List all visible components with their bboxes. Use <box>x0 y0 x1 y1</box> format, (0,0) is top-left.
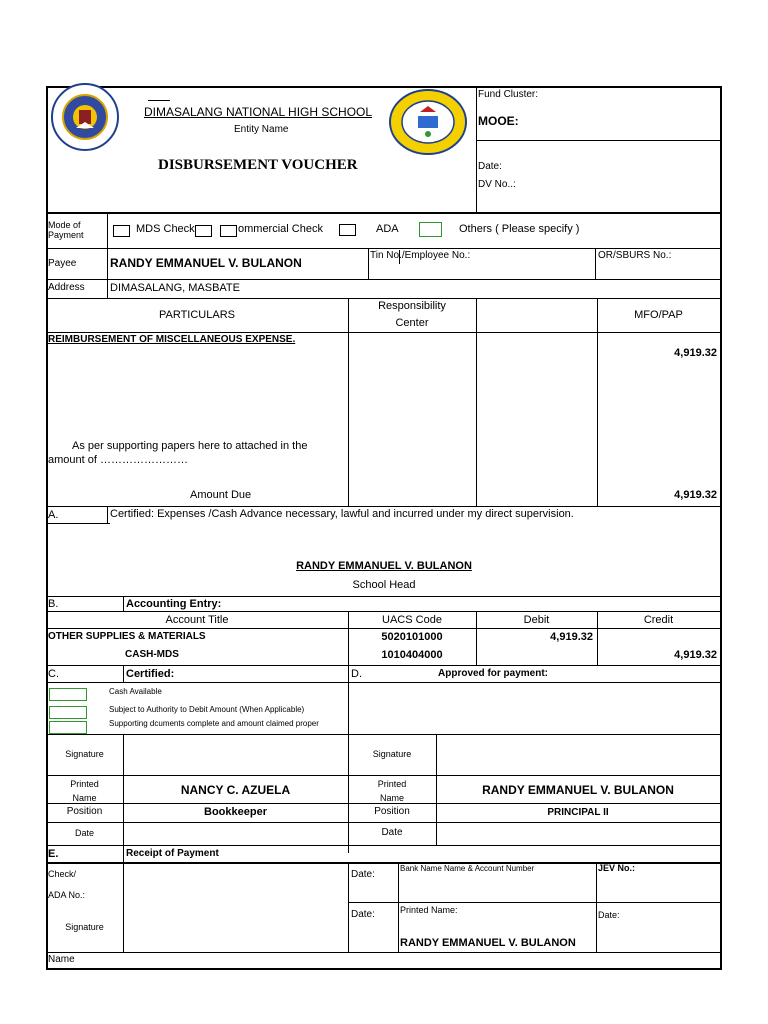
commercial-check-label: ommercial Check <box>238 223 323 235</box>
deped-seal <box>50 82 120 152</box>
c-position-label: Position <box>66 806 103 817</box>
mds-check-label: MDS Check <box>136 223 195 235</box>
payee-value[interactable]: RANDY EMMANUEL V. BULANON <box>110 256 302 270</box>
supporting-docs-checkbox[interactable] <box>49 721 87 734</box>
col-mfo-pap: MFO/PAP <box>634 309 683 321</box>
c-printed-label: Printed <box>70 779 99 789</box>
section-d-title: Approved for payment: <box>438 668 549 679</box>
school-seal <box>388 88 468 156</box>
commercial-check-box-2[interactable] <box>220 225 237 237</box>
section-a-position: School Head <box>352 579 416 591</box>
header-account-title: Account Title <box>165 614 229 626</box>
check-label-2: ADA No.: <box>48 890 86 900</box>
e-printed-name[interactable]: RANDY EMMANUEL V. BULANON <box>400 937 576 949</box>
fund-cluster-label: Fund Cluster: <box>478 89 539 100</box>
voucher-title: DISBURSEMENT VOUCHER <box>158 157 358 173</box>
address-label: Address <box>48 282 85 293</box>
ada-box[interactable] <box>339 224 356 236</box>
particulars-description: REIMBURSEMENT OF MISCELLANEOUS EXPENSE. <box>48 334 296 345</box>
tin-label: Tin No./Employee No.: <box>370 250 471 261</box>
authority-to-debit-label: Subject to Authority to Debit Amount (When Applicable) <box>109 705 305 714</box>
uacs-code: 5020101000 <box>381 631 443 643</box>
header-debit: Debit <box>523 614 550 626</box>
e-date-label-3: Date: <box>598 910 620 920</box>
or-sburs-label: OR/SBURS No.: <box>598 250 672 261</box>
e-signature-label: Signature <box>65 922 104 932</box>
supporting-line-2: amount of …………………… <box>48 454 188 466</box>
col-responsibility: Responsibility <box>378 300 446 312</box>
supporting-line-1: As per supporting papers here to attached in the <box>72 440 308 452</box>
section-a-letter: A. <box>48 509 59 521</box>
cash-available-label: Cash Available <box>109 687 162 696</box>
name-label: Name <box>48 954 75 965</box>
debit-value: 4,919.32 <box>550 631 593 643</box>
supporting-docs-label: Supporting dcuments complete and amount claimed proper <box>109 719 319 728</box>
account-title: CASH-MDS <box>125 649 179 660</box>
credit-value: 4,919.32 <box>674 649 717 661</box>
ada-label: ADA <box>376 223 399 235</box>
others-label: Others ( Please specify ) <box>459 223 580 235</box>
section-c-letter: C. <box>48 668 59 680</box>
others-box[interactable] <box>419 222 442 237</box>
commercial-check-box-1[interactable] <box>195 225 212 237</box>
col-particulars: PARTICULARS <box>158 309 235 321</box>
e-date-label-2: Date: <box>351 909 375 920</box>
section-c-title: Certified: <box>126 668 175 680</box>
address-value[interactable]: DIMASALANG, MASBATE <box>110 282 240 294</box>
check-label-1: Check/ <box>48 869 77 879</box>
header-uacs-code: UACS Code <box>382 614 442 626</box>
school-name: DIMASALANG NATIONAL HIGH SCHOOL <box>144 105 373 119</box>
printed-name-label: Printed Name: <box>400 905 458 915</box>
header-credit: Credit <box>643 614 674 626</box>
section-e-title: Receipt of Payment <box>126 848 219 859</box>
c-signature-label: Signature <box>65 749 104 759</box>
header-short-line <box>148 100 170 101</box>
c-date-label: Date <box>74 828 94 838</box>
amount-top: 4,919.32 <box>674 347 717 359</box>
d-position-value[interactable]: PRINCIPAL II <box>547 807 609 818</box>
fund-cluster-value[interactable]: MOOE: <box>478 114 519 128</box>
c-name-label: Name <box>72 793 97 803</box>
amount-due-label: Amount Due <box>190 489 252 501</box>
section-e-letter: E. <box>48 848 59 860</box>
section-d-letter: D. <box>351 668 362 680</box>
section-b-title: Accounting Entry: <box>126 598 222 610</box>
mode-of-payment-label: Mode of Payment <box>48 220 84 241</box>
bank-name-label: Bank Name Name & Account Number <box>400 864 535 873</box>
d-signature-label: Signature <box>372 749 412 759</box>
d-printed-name[interactable]: RANDY EMMANUEL V. BULANON <box>482 783 674 797</box>
entity-name-label: Entity Name <box>234 124 289 135</box>
date-label: Date: <box>478 161 502 172</box>
payee-label: Payee <box>48 258 77 269</box>
d-printed-label: Printed <box>377 779 407 789</box>
section-a-name: RANDY EMMANUEL V. BULANON <box>296 560 472 572</box>
section-b-letter: B. <box>48 598 59 610</box>
c-printed-name[interactable]: NANCY C. AZUELA <box>180 783 291 797</box>
d-name-label: Name <box>379 793 404 803</box>
tin-cursor <box>399 250 400 264</box>
e-date-label: Date: <box>351 869 375 880</box>
account-title: OTHER SUPPLIES & MATERIALS <box>48 631 206 642</box>
d-date-label: Date <box>381 827 403 838</box>
authority-to-debit-checkbox[interactable] <box>49 706 87 719</box>
mds-check-box[interactable] <box>113 225 130 237</box>
uacs-code: 1010404000 <box>381 649 443 661</box>
section-a-text: Certified: Expenses /Cash Advance necessary, lawful and incurred under my direct supervision. <box>110 508 574 520</box>
dv-no-label: DV No..: <box>478 179 516 190</box>
cash-available-checkbox[interactable] <box>49 688 87 701</box>
c-position-value[interactable]: Bookkeeper <box>204 806 267 818</box>
amount-due-value: 4,919.32 <box>674 489 717 501</box>
d-position-label: Position <box>374 806 410 817</box>
col-center: Center <box>395 317 429 329</box>
jev-no-label: JEV No.: <box>598 863 636 873</box>
